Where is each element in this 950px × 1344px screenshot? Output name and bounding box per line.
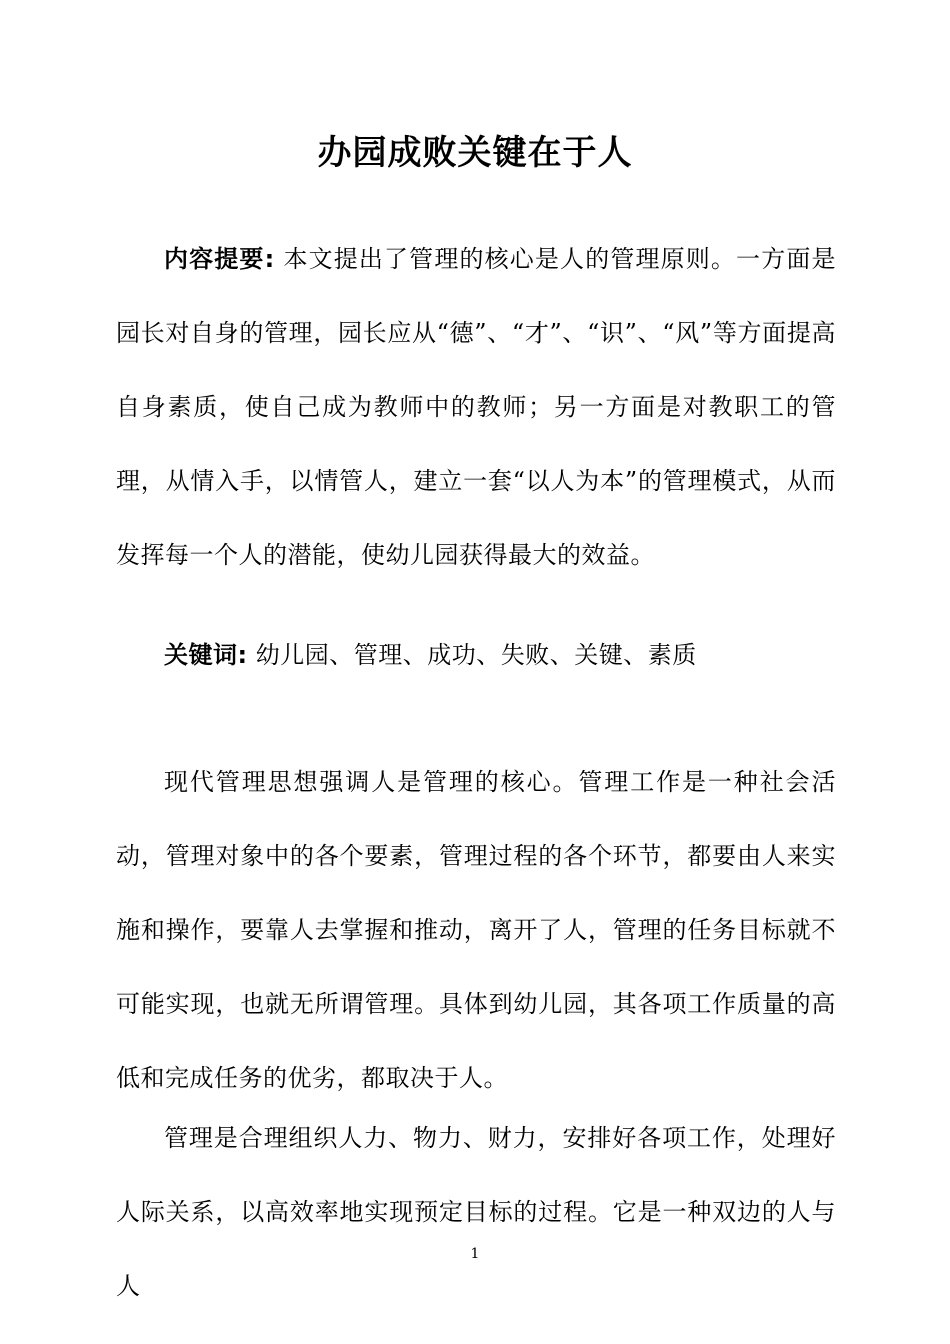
keywords-label: 关键词: (164, 641, 248, 669)
keywords-text: 幼儿园、管理、成功、失败、关键、素质 (247, 641, 697, 669)
abstract-text: 本文提出了管理的核心是人的管理原则。一方面是园长对自身的管理，园长应从“德”、“才”、“识”、“风”等方面提高自身素质，使自己成为教师中的教师；另一方面是对教职工的管理，从情入手，以情管人，建立一套“以人为本”的管理模式，从而发挥每一个人的潜能，使幼儿园获得最大的效益。 (116, 245, 836, 569)
document-title: 办园成败关键在于人 (317, 133, 633, 173)
abstract-paragraph (116, 222, 836, 592)
abstract-label: 内容提要: (164, 245, 275, 273)
body-paragraph-1: 现代管理思想强调人是管理的核心。管理工作是一种社会活动，管理对象中的各个要素，管理过程的各个环节，都要由人来实施和操作，要靠人去掌握和推动，离开了人，管理的任务目标就不可能实现，也就无所谓管理。具体到幼儿园，其各项工作质量的高低和完成任务的优劣，都取决于人。 (116, 768, 836, 1092)
page-number: 1 (470, 1246, 480, 1262)
keywords-paragraph (116, 618, 836, 692)
body-paragraph-2: 管理是合理组织人力、物力、财力，安排好各项工作，处理好人际关系，以高效率地实现预定目标的过程。它是一种双边的人与人 (116, 1124, 836, 1300)
